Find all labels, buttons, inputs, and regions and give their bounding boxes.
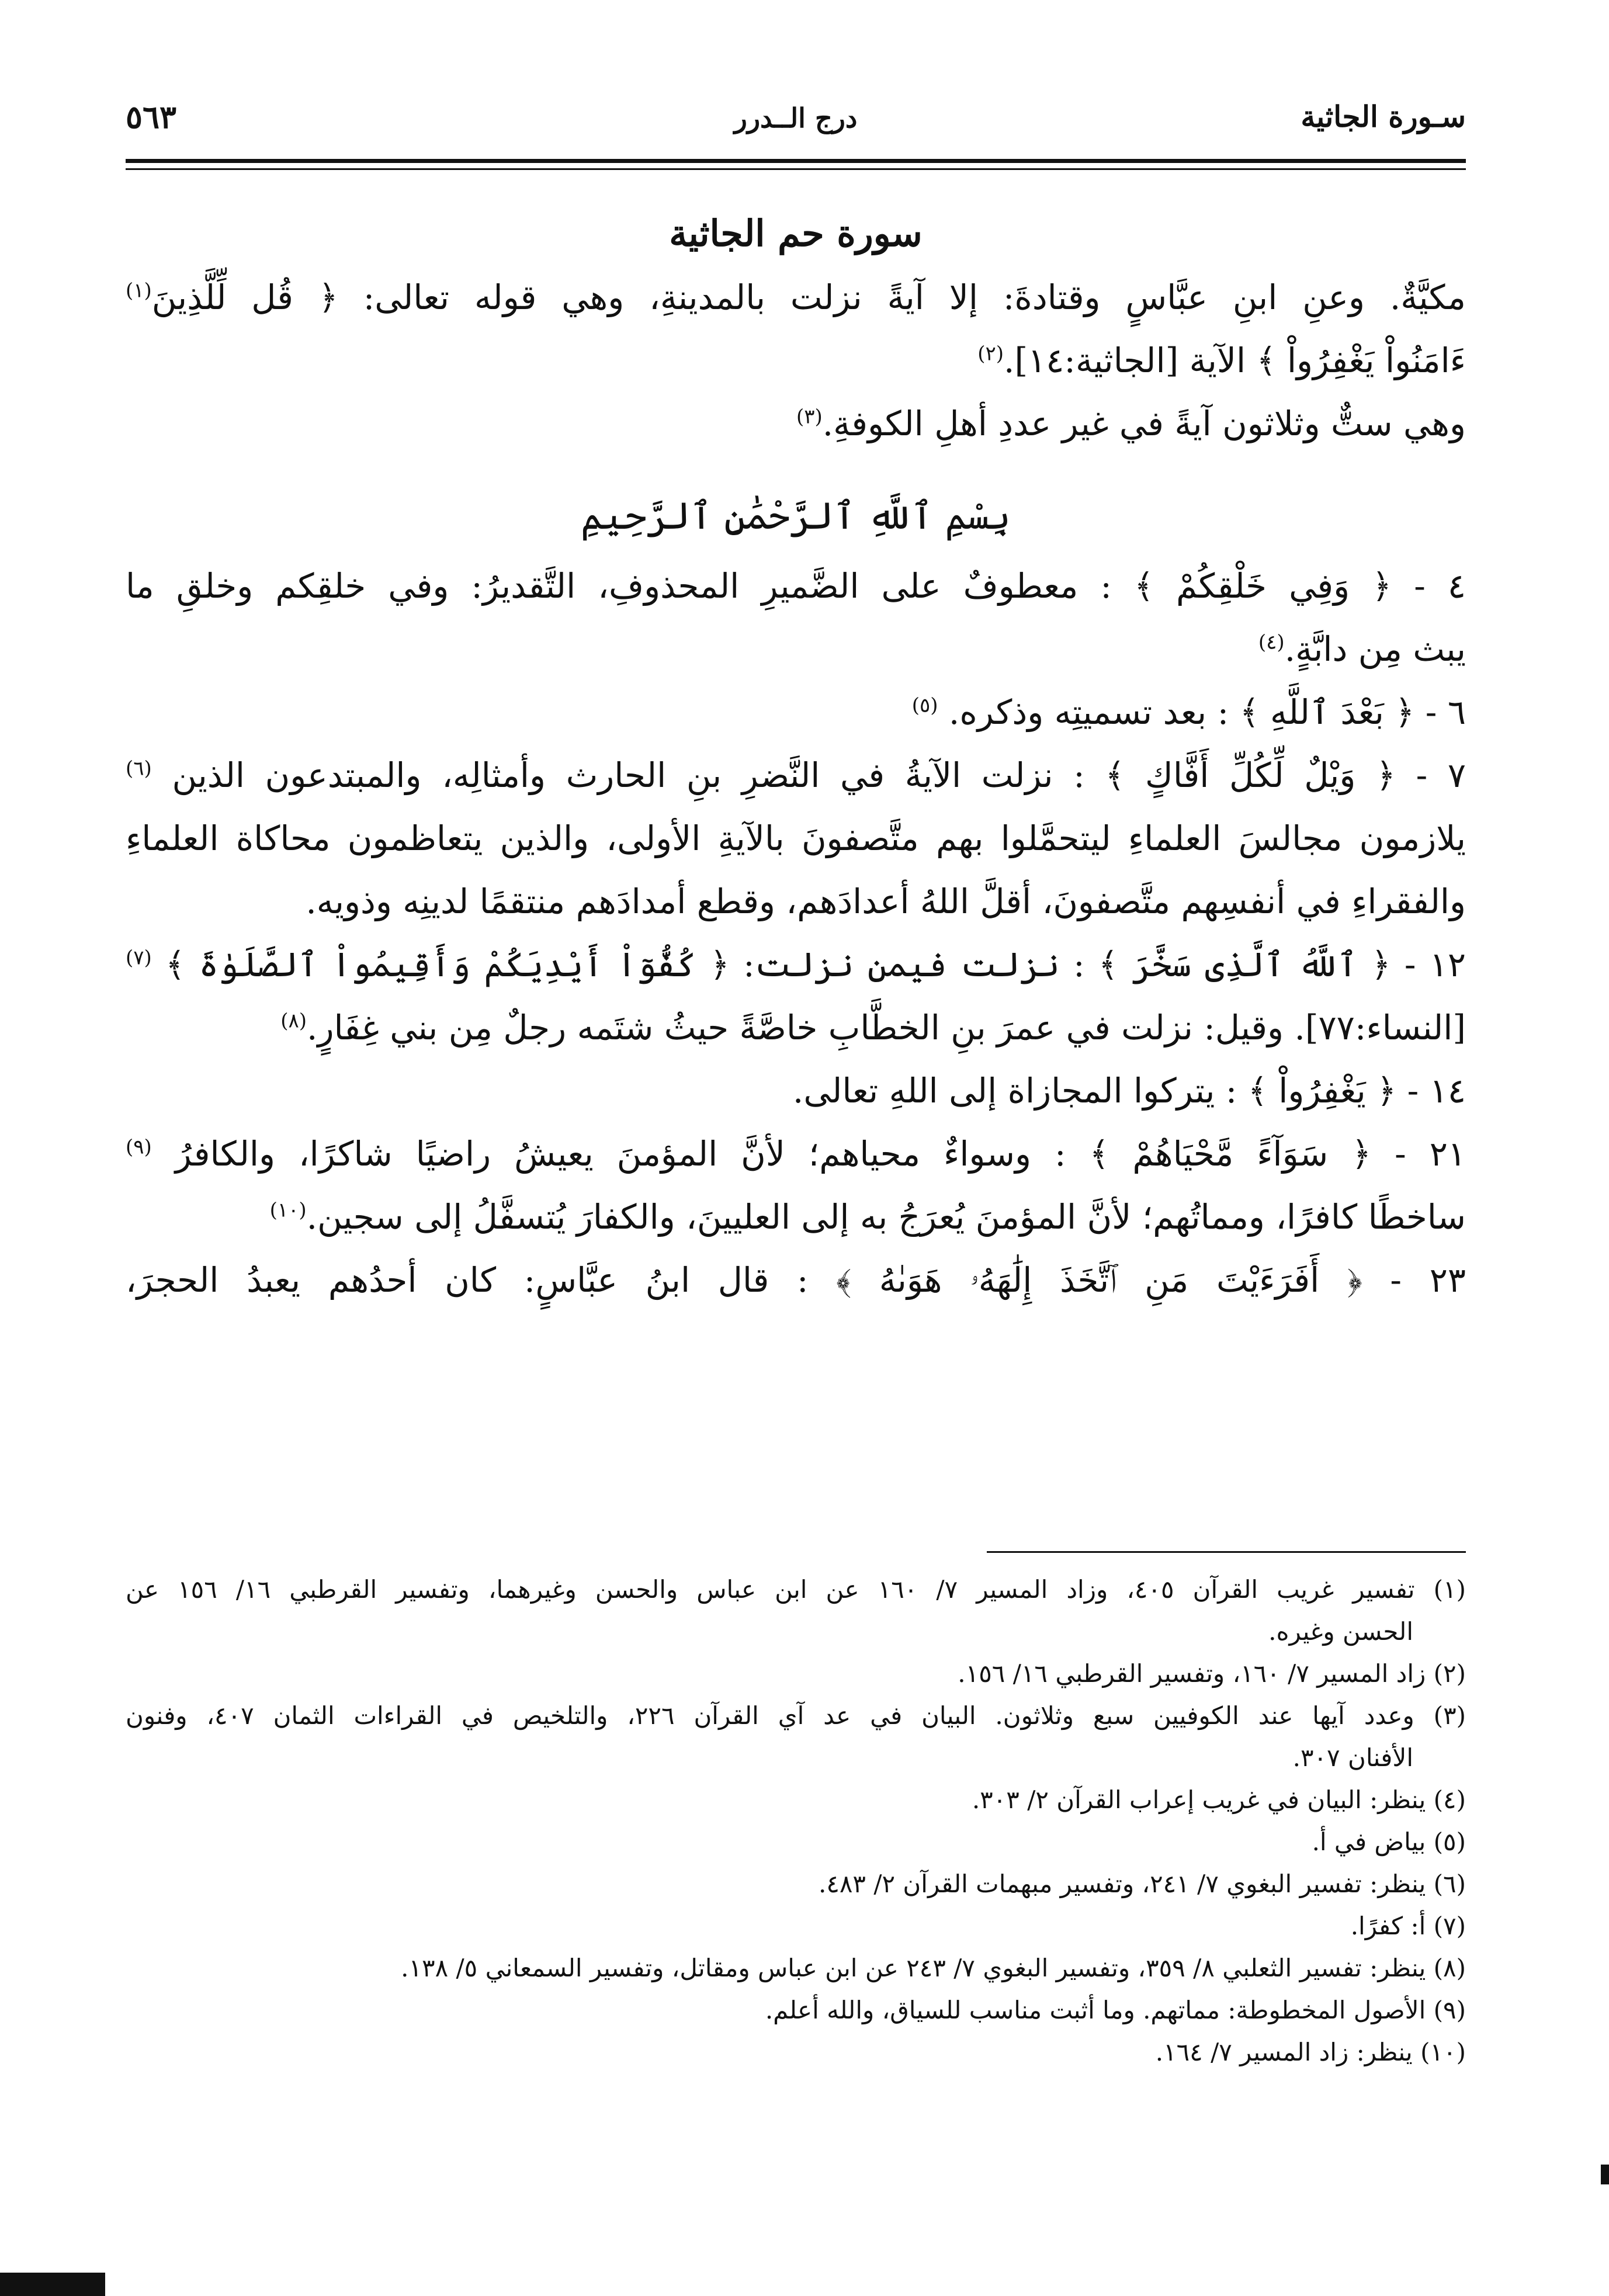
footnote-ref: (٤) (1258, 630, 1285, 654)
intro-line: وهي ستٌّ وثلاثون آيةً في غير عددِ أهلِ الكوفةِ.$^{(٣)}$ (796, 404, 1466, 443)
commentary-line: يبث مِن دابَّةٍ.$^{(٤)}$ (1258, 629, 1466, 669)
footnote-line: (٢) زاد المسير ٧/ ١٦٠، وتفسير القرطبي ١٦/ ١٥٦. (958, 1659, 1466, 1688)
footnote-line: الحسن وغيره. (1268, 1617, 1413, 1646)
footnote-line: (٩) الأصول المخطوطة: مماتهم. وما أثبت مناسب للسياق، والله أعلم. (765, 1996, 1466, 2024)
header-sura-name: سـورة الجاثية (1301, 99, 1466, 134)
basmala: بِسْمِ ٱللَّهِ ٱلرَّحْمَٰنِ ٱلرَّحِيمِ (580, 495, 1011, 538)
footnote-ref: (٩) (126, 1135, 152, 1159)
footnote-line: (٣) وعدد آيها عند الكوفيين سبع وثلاثون. البيان في عد آي القرآن ٢٢٦، والتلخيص في القراءات الثمان ٤٠٧، وفنون (126, 1701, 1466, 1730)
footnote-line: (٧) أ: كفرًا. (1350, 1912, 1466, 1940)
footnote-ref: (٣) (796, 405, 823, 429)
commentary-line: ١٢ - ﴿ ٱللَّهُ ٱلَّذِى سَخَّرَ ﴾ : نزلت فيمن نزلت: ﴿ كُفُّوٓاْ أَيْدِيَكُمْ وَأَقِيمُواْ ٱلصَّلَوٰةَ ﴾ $^{(٧)}$ (126, 945, 1466, 984)
footnote-ref: (٦) (126, 757, 152, 781)
footnote-separator (987, 1551, 1466, 1553)
commentary-line: ٢٣ - ﴿ أَفَرَءَيْتَ مَنِ ٱتَّخَذَ إِلَٰهَهُۥ هَوَىٰهُ ﴾ : قال ابنُ عبَّاسٍ: كان أحدُهم يعبدُ الحجرَ، (126, 1260, 1466, 1300)
commentary-line: ١٤ - ﴿ يَغْفِرُواْ ﴾ : يتركوا المجازاة إلى اللهِ تعالى. (792, 1071, 1466, 1111)
commentary-line: ٧ - ﴿ وَيْلٌ لِّكُلِّ أَفَّاكٍ ﴾ : نزلت الآيةُ في النَّضرِ بنِ الحارث وأمثالِه، والمبتدعون الذين $^{(٦)}$ (126, 755, 1466, 795)
footnote-line: (٥) بياض في أ. (1312, 1827, 1466, 1856)
scan-edge-mark (1601, 2165, 1609, 2184)
footnote-ref: (٨) (280, 1009, 307, 1033)
footnote-line: (٦) ينظر: تفسير البغوي ٧/ ٢٤١، وتفسير مبهمات القرآن ٢/ ٤٨٣. (818, 1870, 1466, 1898)
footnote-line: (٤) ينظر: البيان في غريب إعراب القرآن ٢/ ٣٠٣. (972, 1785, 1466, 1814)
header-book-title: درج الــدرر (734, 102, 858, 134)
commentary-line: [النساء:٧٧]. وقيل: نزلت في عمرَ بنِ الخطَّابِ خاصَّةً حيثُ شتَمه رجلٌ مِن بني غِفَارٍ.$^{(٨)}$ (280, 1008, 1466, 1048)
footnote-line: (١٠) ينظر: زاد المسير ٧/ ١٦٤. (1155, 2038, 1466, 2066)
footnote-line: (١) تفسير غريب القرآن ٤٠٥، وزاد المسير ٧/ ١٦٠ عن ابن عباس والحسن وغيرهما، وتفسير القرطبي ١٦/ ١٥٦ عن (126, 1575, 1466, 1604)
footnote-ref: (١٠) (269, 1198, 307, 1222)
intro-line: مكيَّةٌ. وعنِ ابنِ عبَّاسٍ وقتادةَ: إلا آيةً نزلت بالمدينةِ، وهي قوله تعالى: ﴿ قُل لِّلَّذِينَ$^{(١)}$ (126, 278, 1466, 317)
commentary-line: يلازمون مجالسَ العلماءِ ليتحمَّلوا بهم متَّصفونَ بالآيةِ الأولى، والذين يتعاظمون محاكاة العلماءِ (126, 818, 1466, 858)
header-rule-thin (126, 168, 1466, 170)
footnote-line: الأفنان ٣٠٧. (1292, 1743, 1413, 1772)
commentary-line: ساخطًا كافرًا، ومماتُهم؛ لأنَّ المؤمنَ يُعرَجُ به إلى العليينَ، والكفارَ يُتسفَّلُ إلى سجين.$^{(١٠)}$ (269, 1197, 1466, 1237)
commentary-line: ٤ - ﴿ وَفِي خَلْقِكُمْ ﴾ : معطوفٌ على الضَّميرِ المحذوفِ، التَّقديرُ: وفي خلقِكم وخلقِ ما (126, 566, 1466, 606)
sura-title: سورة حم الجاثية (669, 212, 923, 255)
header-rule-thick (126, 159, 1466, 163)
footnote-ref: (٢) (977, 342, 1004, 366)
scan-edge-mark (0, 2273, 105, 2296)
footnote-ref: (١) (126, 279, 152, 303)
commentary-line: ٦ - ﴿ بَعْدَ ٱللَّهِ ﴾ : بعد تسميتِه وذكره. $^{(٥)}$ (911, 692, 1466, 732)
intro-line: ءَامَنُواْ يَغْفِرُواْ ﴾ الآية [الجاثية:١٤].$^{(٢)}$ (977, 341, 1466, 380)
footnote-ref: (٥) (911, 693, 938, 717)
footnote-ref: (٧) (126, 946, 152, 970)
footnotes (126, 1569, 1466, 2073)
running-header (126, 99, 1466, 146)
main-text (126, 202, 1466, 1312)
commentary-line: والفقراءِ في أنفسِهم متَّصفونَ، أقلَّ اللهُ أعدادَهم، وقطع أمدادَهم منتقمًا لدينِه وذويه. (306, 882, 1466, 921)
page-number: ٥٦٣ (126, 98, 177, 136)
footnote-line: (٨) ينظر: تفسير الثعلبي ٨/ ٣٥٩، وتفسير البغوي ٧/ ٢٤٣ عن ابن عباس ومقاتل، وتفسير السمعاني ٥/ ١٣٨. (401, 1954, 1466, 1982)
commentary-line: ٢١ - ﴿ سَوَآءً مَّحْيَاهُمْ ﴾ : وسواءٌ محياهم؛ لأنَّ المؤمنَ يعيشُ راضيًا شاكرًا، والكافرُ $^{(٩)}$ (126, 1134, 1466, 1174)
